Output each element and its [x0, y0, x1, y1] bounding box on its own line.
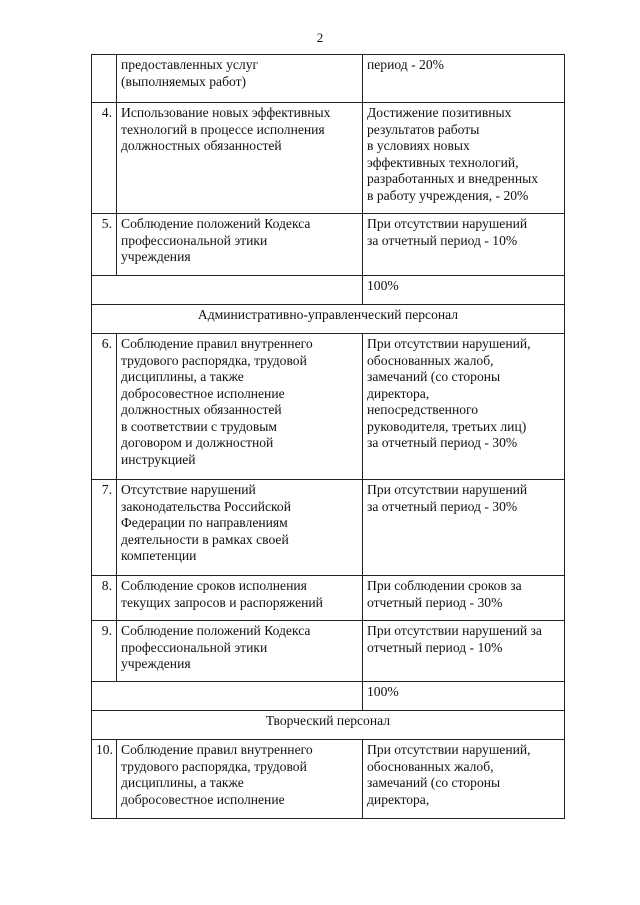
table-row	[92, 214, 565, 276]
table-row	[92, 103, 565, 214]
total-row	[92, 682, 565, 711]
section-title-admin: Административно-управленческий персонал	[92, 305, 565, 334]
total-value: 100%	[363, 276, 565, 305]
table-row	[92, 480, 565, 576]
section-row	[92, 711, 565, 740]
criterion-cell: Соблюдение положений Кодекса профессиональной этики учреждения	[117, 214, 363, 276]
condition-cell: Достижение позитивных результатов работы в условиях новых эффективных технологий, разработанных и внедренных в работу учреждения, - 20%	[363, 103, 565, 214]
table-row	[92, 576, 565, 621]
criterion-cell: Соблюдение положений Кодекса профессиональной этики учреждения	[117, 621, 363, 682]
condition-cell: При отсутствии нарушений за отчетный период - 30%	[363, 480, 565, 576]
criterion-cell: Соблюдение правил внутреннего трудового распорядка, трудовой дисциплины, а также добросовестное исполнение должностных обязанностей в соответствии с трудовым договором и должностной инструкцией	[117, 334, 363, 480]
row-number	[92, 55, 117, 103]
criterion-cell: Соблюдение сроков исполнения текущих запросов и распоряжений	[117, 576, 363, 621]
criterion-cell: предоставленных услуг (выполняемых работ)	[117, 55, 363, 103]
row-number: 6.	[92, 334, 117, 480]
table-row	[92, 55, 565, 103]
total-row	[92, 276, 565, 305]
condition-cell: период - 20%	[363, 55, 565, 103]
section-row	[92, 305, 565, 334]
condition-cell: При отсутствии нарушений, обоснованных жалоб, замечаний (со стороны директора,	[363, 740, 565, 819]
row-number: 4.	[92, 103, 117, 214]
criterion-cell: Отсутствие нарушений законодательства Российской Федерации по направлениям деятельности в рамках своей компетенции	[117, 480, 363, 576]
condition-cell: При соблюдении сроков за отчетный период - 30%	[363, 576, 565, 621]
criterion-cell: Соблюдение правил внутреннего трудового распорядка, трудовой дисциплины, а также добросовестное исполнение	[117, 740, 363, 819]
total-value: 100%	[363, 682, 565, 711]
condition-cell: При отсутствии нарушений за отчетный период - 10%	[363, 621, 565, 682]
condition-cell: При отсутствии нарушений, обоснованных жалоб, замечаний (со стороны директора, непосредственного руководителя, третьих лиц) за отчетный период - 30%	[363, 334, 565, 480]
total-spacer	[92, 276, 363, 305]
condition-cell: При отсутствии нарушений за отчетный период - 10%	[363, 214, 565, 276]
table-row	[92, 621, 565, 682]
table-row	[92, 740, 565, 819]
section-title-creative: Творческий персонал	[92, 711, 565, 740]
total-spacer	[92, 682, 363, 711]
row-number: 9.	[92, 621, 117, 682]
criterion-cell: Использование новых эффективных технологий в процессе исполнения должностных обязанностей	[117, 103, 363, 214]
page-number: 2	[316, 30, 324, 45]
criteria-table	[91, 54, 565, 819]
row-number: 7.	[92, 480, 117, 576]
row-number: 8.	[92, 576, 117, 621]
table-row	[92, 334, 565, 480]
row-number: 10.	[92, 740, 117, 819]
row-number: 5.	[92, 214, 117, 276]
